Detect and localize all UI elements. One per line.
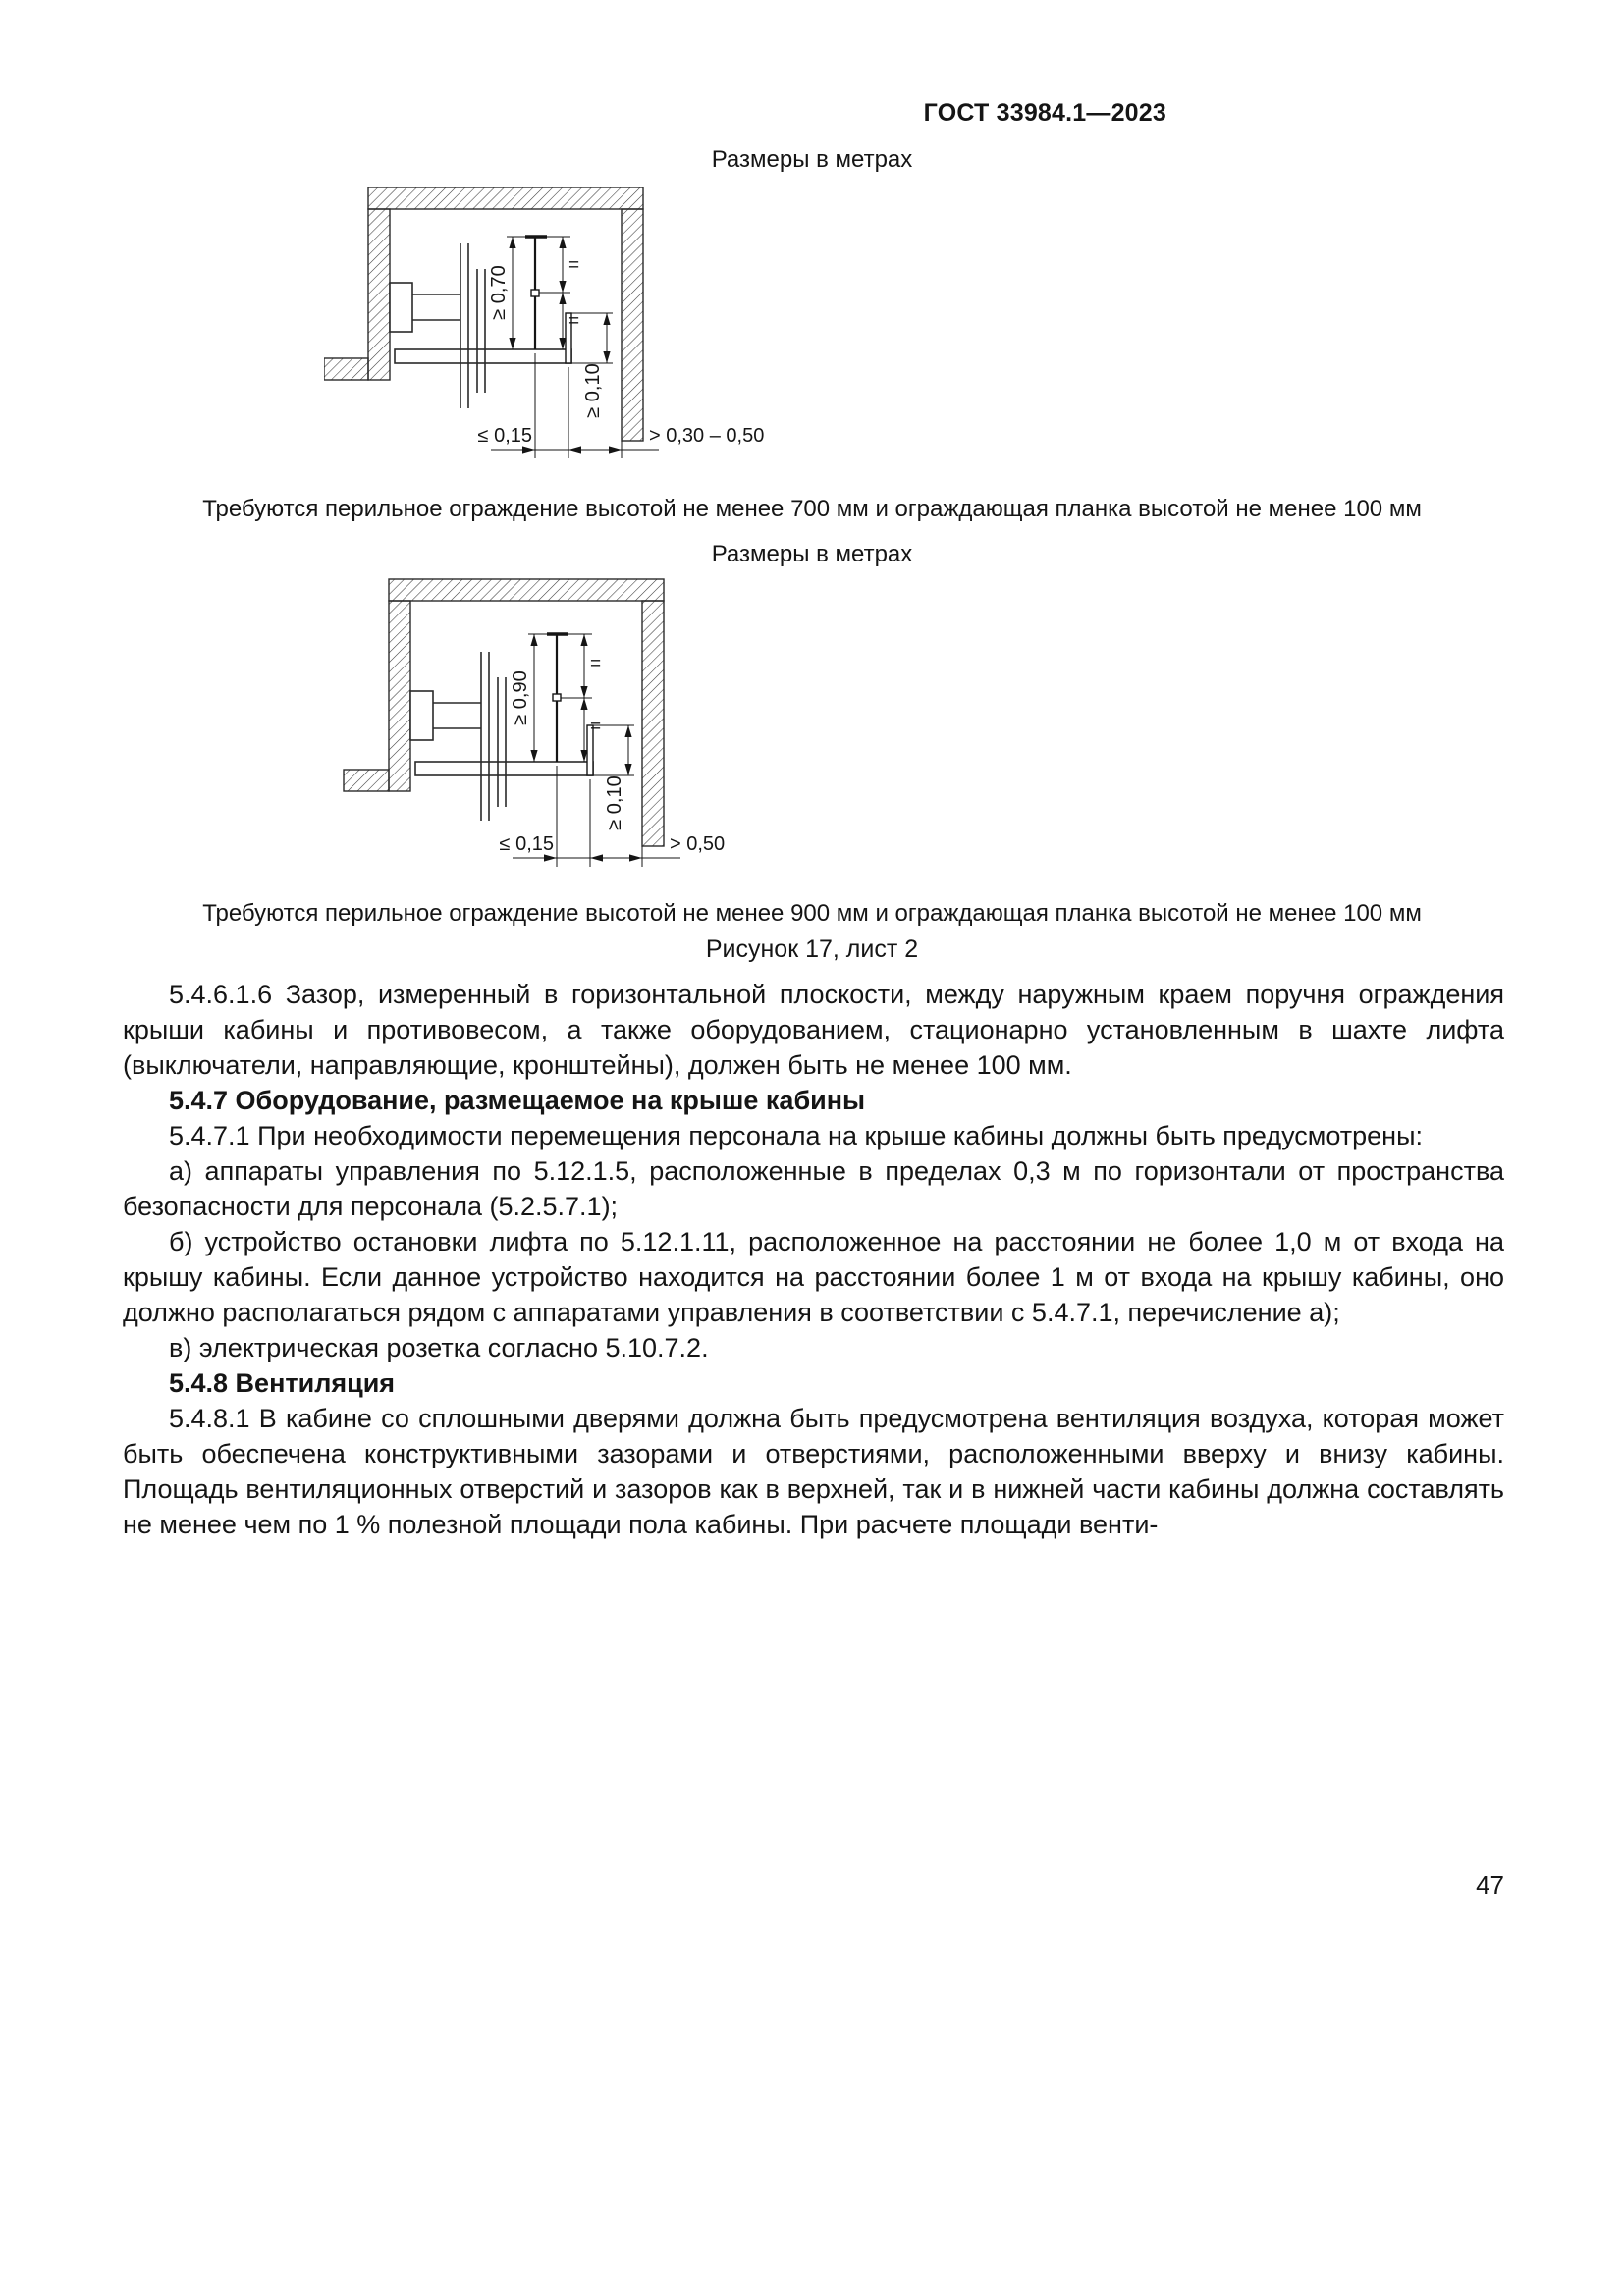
dim-equal-lower-label: = [590, 717, 602, 737]
dim-railing-height-label: ≥ 0,70 [488, 265, 510, 320]
paragraph-5-4-6-1-6: 5.4.6.1.6 Зазор, измеренный в горизонтальной плоскости, между наружным краем поручня ограждения крыши кабины и противовесом, а также оборудованием, стационарно установленным в шахте лифта (выключатели, направляющие, кронштейны), должен быть не менее 100 мм. [123, 980, 1504, 1080]
car-roof [395, 349, 571, 363]
guide-rail-assembly [410, 652, 506, 821]
page-number: 47 [1476, 1870, 1504, 1899]
dim-rail-gap-label: ≤ 0,15 [477, 425, 532, 447]
dim-toe-height-label: ≥ 0,10 [604, 775, 625, 830]
dim-toe-height-label: ≥ 0,10 [582, 363, 604, 418]
heading-5-4-7: 5.4.7 Оборудование, размещаемое на крыше кабины [169, 1086, 866, 1115]
dim-rail-gap-label: ≤ 0,15 [499, 833, 554, 855]
dim-equal-lower-label: = [568, 311, 580, 332]
paragraph-5-4-8-1: 5.4.8.1 В кабине со сплошными дверями должна быть предусмотрена вентиляция воздуха, которая может быть обеспечена конструктивными зазорами и отверстиями, расположенными вверху и внизу кабины. Площадь вентиляционных отверстий и зазоров как в верхней, так и в нижней части кабины должна составлять не менее чем по 1 % полезной площади пола кабины. При расчете площади венти- [123, 1404, 1504, 1539]
guide-rail-assembly [390, 243, 485, 408]
dim-equal-upper-label: = [590, 654, 602, 674]
paragraph-list-item-b: б) устройство остановки лифта по 5.12.1.11, расположенное на расстоянии не более 1,0 м от входа на крышу кабины. Если данное устройство находится на расстоянии более 1 м от входа на крышу кабины, оно должно располагаться рядом с аппаратами управления в соответствии с 5.4.7.1, перечисление а); [123, 1227, 1504, 1327]
dim-wall-gap-label: > 0,30 – 0,50 [649, 425, 765, 447]
paragraph-5-4-7-1: 5.4.7.1 При необходимости перемещения персонала на крыше кабины должны быть предусмотрены: [169, 1121, 1423, 1150]
dim-railing-height-label: ≥ 0,90 [510, 670, 531, 725]
dim-wall-gap-label: > 0,50 [670, 833, 726, 855]
car-roof [415, 762, 593, 775]
figure2-diagram [342, 573, 813, 889]
figure2-units-label: Размеры в метрах [711, 541, 913, 567]
figure1-units-label: Размеры в метрах [711, 146, 913, 173]
heading-5-4-8: 5.4.8 Вентиляция [169, 1368, 396, 1398]
figure1-caption: Требуются перильное ограждение высотой не менее 700 мм и ограждающая планка высотой не менее 100 мм [202, 496, 1422, 522]
document-header: ГОСТ 33984.1—2023 [923, 99, 1166, 127]
dim-equal-upper-label: = [568, 255, 580, 276]
roof-railing [525, 237, 571, 363]
roof-railing [547, 634, 593, 775]
body-text [123, 977, 1504, 1542]
figure-number-label: Рисунок 17, лист 2 [705, 935, 919, 963]
dimension-labels [500, 654, 726, 855]
figure1-diagram [324, 183, 785, 477]
paragraph-list-item-v: в) электрическая розетка согласно 5.10.7.2. [169, 1333, 709, 1362]
figure2-caption: Требуются перильное ограждение высотой не менее 900 мм и ограждающая планка высотой не менее 100 мм [202, 900, 1422, 927]
paragraph-list-item-a: а) аппараты управления по 5.12.1.5, расположенные в пределах 0,3 м по горизонтали от пространства безопасности для персонала (5.2.5.7.1); [123, 1156, 1504, 1221]
